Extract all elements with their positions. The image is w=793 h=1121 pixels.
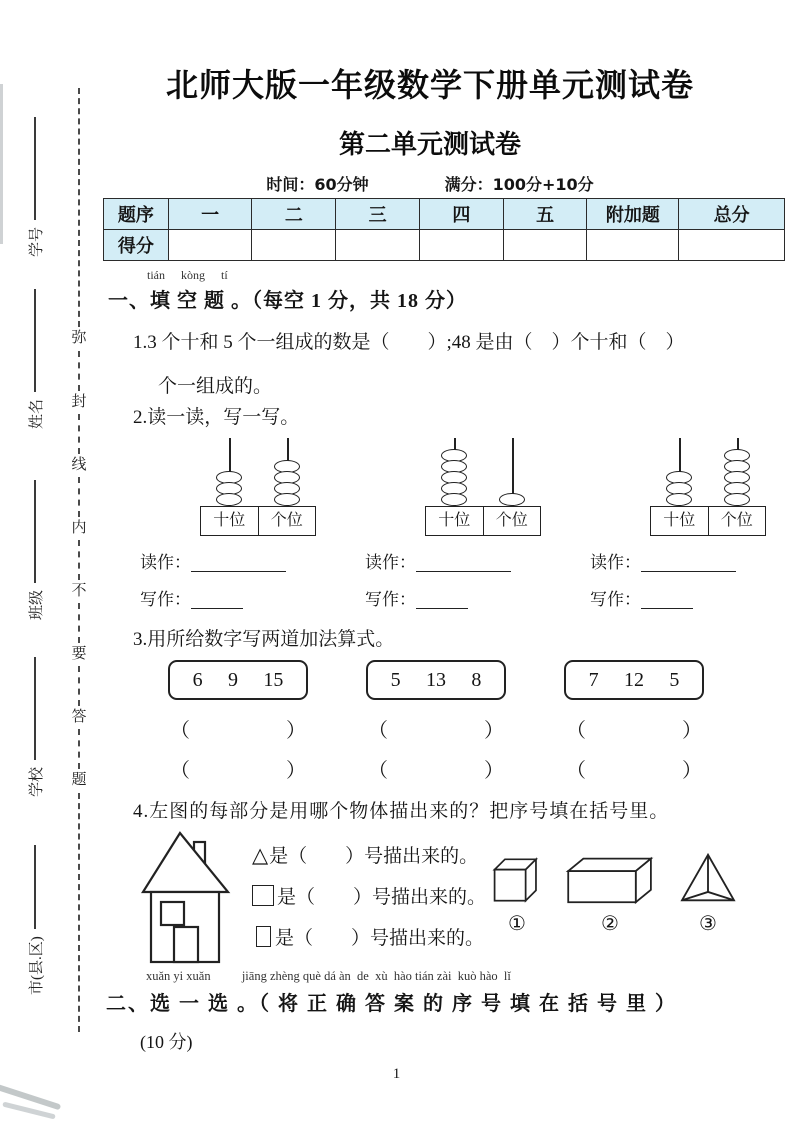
margin-field <box>24 480 46 620</box>
given-numbers-box <box>168 660 308 700</box>
score-cell-empty <box>168 230 252 261</box>
time-info: 时间：60分钟 <box>266 175 369 194</box>
answer-blank <box>641 606 693 609</box>
q4-line-text: 是（ ）号描出来的。 <box>269 846 479 867</box>
paren-open: （ <box>368 760 388 782</box>
paren-close: ） <box>286 760 306 782</box>
unit-title: 第二单元测试卷 <box>338 130 521 160</box>
abacus-rod-column <box>214 438 244 506</box>
score-table-header-row <box>104 199 785 230</box>
scan-edge-artifact <box>0 84 3 244</box>
seal-char: 封 <box>71 393 87 410</box>
given-number: 13 <box>425 668 446 691</box>
margin-field-label: 市(县.区) <box>28 936 45 995</box>
paren-open: （ <box>170 720 190 742</box>
object-choice-cube <box>492 856 542 935</box>
seal-char: 不 <box>71 582 87 599</box>
question1-line1: 1.3 个十和 5 个一组成的数是（ ）;48 是由（ ）个十和（ ） <box>133 332 685 353</box>
abacus-rod-column <box>497 438 527 506</box>
abacus-beads <box>724 451 750 506</box>
abacus-beads <box>441 451 467 506</box>
rectangle-icon <box>256 926 271 947</box>
seal-dash <box>78 603 80 643</box>
seal-char: 线 <box>71 456 87 473</box>
q3-column <box>366 660 506 780</box>
margin-field <box>24 117 46 257</box>
abacus-beads <box>666 473 692 506</box>
answer-paren-row <box>564 714 704 740</box>
given-number: 5 <box>390 668 401 691</box>
write-as-line: 写作： <box>365 585 537 610</box>
score-cell-empty <box>252 230 336 261</box>
question3-heading: 3.用所给数字写两道加法算式。 <box>133 629 395 650</box>
abacus-beads <box>274 462 300 506</box>
seal-dash <box>78 793 80 1032</box>
margin-field-label: 学校 <box>28 766 45 797</box>
seal-dash <box>78 666 80 706</box>
score-cell-empty <box>336 230 420 261</box>
triangle-icon: △ <box>252 842 269 867</box>
given-number: 9 <box>227 668 238 691</box>
object-number-3: ③ <box>699 911 717 935</box>
write-as-line: 写作： <box>140 585 312 610</box>
margin-field-line <box>34 117 36 220</box>
margin-field <box>24 845 46 995</box>
abacus-item <box>140 438 312 610</box>
seal-dash <box>78 414 80 454</box>
abacus-rod-column <box>664 438 694 506</box>
abacus-rods <box>425 438 541 506</box>
q4-line-text: 是（ ）号描出来的。 <box>275 928 485 949</box>
seal-dash <box>78 729 80 769</box>
abacus-bead <box>724 493 750 506</box>
section2-pinyin: xuǎn yi xuǎn jiāng zhèng què dá àn de xù hào tián zài kuò hào lǐ <box>146 969 511 983</box>
read-as-line: 读作： <box>365 548 537 573</box>
paren-close: ） <box>484 760 504 782</box>
given-number: 7 <box>588 668 599 691</box>
abacus-item <box>590 438 762 610</box>
q4-line-text: 是（ ）号描出来的。 <box>277 887 487 908</box>
object-number-1: ① <box>508 911 526 935</box>
score-table-header-cell: 四 <box>419 199 503 230</box>
score-cell-empty <box>503 230 587 261</box>
abacus-rod-column <box>439 438 469 506</box>
section2-score-note: (10 分) <box>140 1032 193 1052</box>
abacus-rods <box>200 438 316 506</box>
question4-heading: 4.左图的每部分是用哪个物体描出来的？把序号填在括号里。 <box>133 801 670 822</box>
answer-blank <box>416 606 468 609</box>
margin-field-line <box>34 480 36 583</box>
answer-blank <box>191 569 286 572</box>
paren-close: ） <box>286 720 306 742</box>
tens-place-label: 十位 <box>438 512 471 529</box>
exam-info-row <box>100 172 760 195</box>
abacus-bead <box>499 493 525 506</box>
given-number: 15 <box>263 668 284 691</box>
paren-open: （ <box>170 760 190 782</box>
page-number: 1 <box>392 1066 401 1082</box>
score-table-header-cell: 附加题 <box>587 199 679 230</box>
question1-line2: 个一组成的。 <box>158 376 273 397</box>
abacus-figure <box>425 438 541 536</box>
given-number: 6 <box>192 668 203 691</box>
margin-field <box>24 289 46 429</box>
object-number-2: ② <box>601 911 619 935</box>
score-table-header-cell: 三 <box>336 199 420 230</box>
abacus-figure <box>650 438 766 536</box>
abacus-figure <box>200 438 316 536</box>
section2-heading: 二、选 一 选 。（ 将 正 确 答 案 的 序 号 填 在 括 号 里 ） <box>106 993 677 1015</box>
object-choices <box>492 852 738 935</box>
house-figure <box>133 830 239 966</box>
answer-blank <box>416 569 511 572</box>
abacus-bead <box>216 493 242 506</box>
seal-dash <box>78 540 80 580</box>
score-table-header-cell: 五 <box>503 199 587 230</box>
cube-icon <box>492 856 542 904</box>
margin-field-line <box>34 845 36 929</box>
tens-place-label: 十位 <box>663 512 696 529</box>
margin-field-label: 姓名 <box>28 398 45 429</box>
full-score-info: 满分：100分+10分 <box>444 175 594 194</box>
abacus-bead <box>441 493 467 506</box>
margin-field-line <box>34 289 36 392</box>
margin-field-line <box>34 657 36 760</box>
paren-close: ） <box>682 720 702 742</box>
score-cell-empty <box>587 230 679 261</box>
answer-paren-row <box>366 714 506 740</box>
q3-column <box>168 660 308 780</box>
abacus-rods <box>650 438 766 506</box>
answer-paren-row <box>168 754 308 780</box>
score-table-header-cell: 一 <box>168 199 252 230</box>
score-row-label: 得分 <box>104 230 169 261</box>
given-number: 5 <box>669 668 680 691</box>
read-as-line: 读作： <box>140 548 312 573</box>
tens-place-label: 十位 <box>213 512 246 529</box>
q4-answer-line <box>252 834 486 875</box>
margin-field <box>24 657 46 797</box>
answer-blank <box>641 569 736 572</box>
score-table-score-row <box>104 230 785 261</box>
question4-answer-lines <box>252 834 486 957</box>
abacus-item <box>365 438 537 610</box>
seal-char: 内 <box>71 519 87 536</box>
abacus-rod-column <box>272 438 302 506</box>
score-table-header-cell: 总分 <box>679 199 785 230</box>
score-cell-empty <box>419 230 503 261</box>
seal-char: 弥 <box>71 330 87 347</box>
given-number: 8 <box>471 668 482 691</box>
answer-paren-row <box>168 714 308 740</box>
q3-column <box>564 660 704 780</box>
triangular-pyramid-icon <box>678 852 738 904</box>
q4-answer-line <box>252 916 486 957</box>
section1-pinyin: tián kòng tí <box>147 268 228 282</box>
paren-open: （ <box>566 720 586 742</box>
paren-open: （ <box>566 760 586 782</box>
seal-dash <box>78 88 80 327</box>
place-value-box <box>200 506 316 536</box>
section1-heading: 一、填 空 题 。（每空 1 分，共 18 分） <box>108 290 467 312</box>
question3-groups <box>168 660 704 780</box>
ones-place-label: 个位 <box>258 507 316 535</box>
given-numbers-box <box>366 660 506 700</box>
seal-char: 要 <box>71 646 87 663</box>
object-choice-cuboid <box>564 856 656 935</box>
given-numbers-box <box>564 660 704 700</box>
score-table-header-cell: 二 <box>252 199 336 230</box>
given-number: 12 <box>623 668 644 691</box>
abacus-row <box>140 438 762 610</box>
answer-paren-row <box>366 754 506 780</box>
margin-field-label: 学号 <box>28 226 45 257</box>
score-table <box>103 198 785 261</box>
answer-blank <box>191 606 243 609</box>
cuboid-icon <box>564 856 656 904</box>
answer-paren-row <box>564 754 704 780</box>
seal-dash <box>78 477 80 517</box>
paren-close: ） <box>484 720 504 742</box>
write-as-line: 写作： <box>590 585 762 610</box>
question2-heading: 2.读一读，写一写。 <box>133 407 300 428</box>
ones-place-label: 个位 <box>708 507 766 535</box>
seal-dash <box>78 351 80 391</box>
paren-close: ） <box>682 760 702 782</box>
abacus-bead <box>666 493 692 506</box>
read-as-line: 读作： <box>590 548 762 573</box>
score-table-header-cell: 题序 <box>104 199 169 230</box>
seal-char: 答 <box>71 709 87 726</box>
abacus-beads <box>499 495 525 506</box>
seal-char: 题 <box>71 772 87 789</box>
abacus-beads <box>216 473 242 506</box>
q4-answer-line <box>252 875 486 916</box>
place-value-box <box>650 506 766 536</box>
abacus-rod-column <box>722 438 752 506</box>
score-cell-empty <box>679 230 785 261</box>
object-choice-pyramid <box>678 852 738 935</box>
paren-open: （ <box>368 720 388 742</box>
margin-field-label: 班级 <box>28 589 45 620</box>
ones-place-label: 个位 <box>483 507 541 535</box>
place-value-box <box>425 506 541 536</box>
square-icon <box>252 885 274 906</box>
seal-line <box>70 85 88 1035</box>
abacus-bead <box>274 493 300 506</box>
paper-title: 北师大版一年级数学下册单元测试卷 <box>165 66 694 104</box>
